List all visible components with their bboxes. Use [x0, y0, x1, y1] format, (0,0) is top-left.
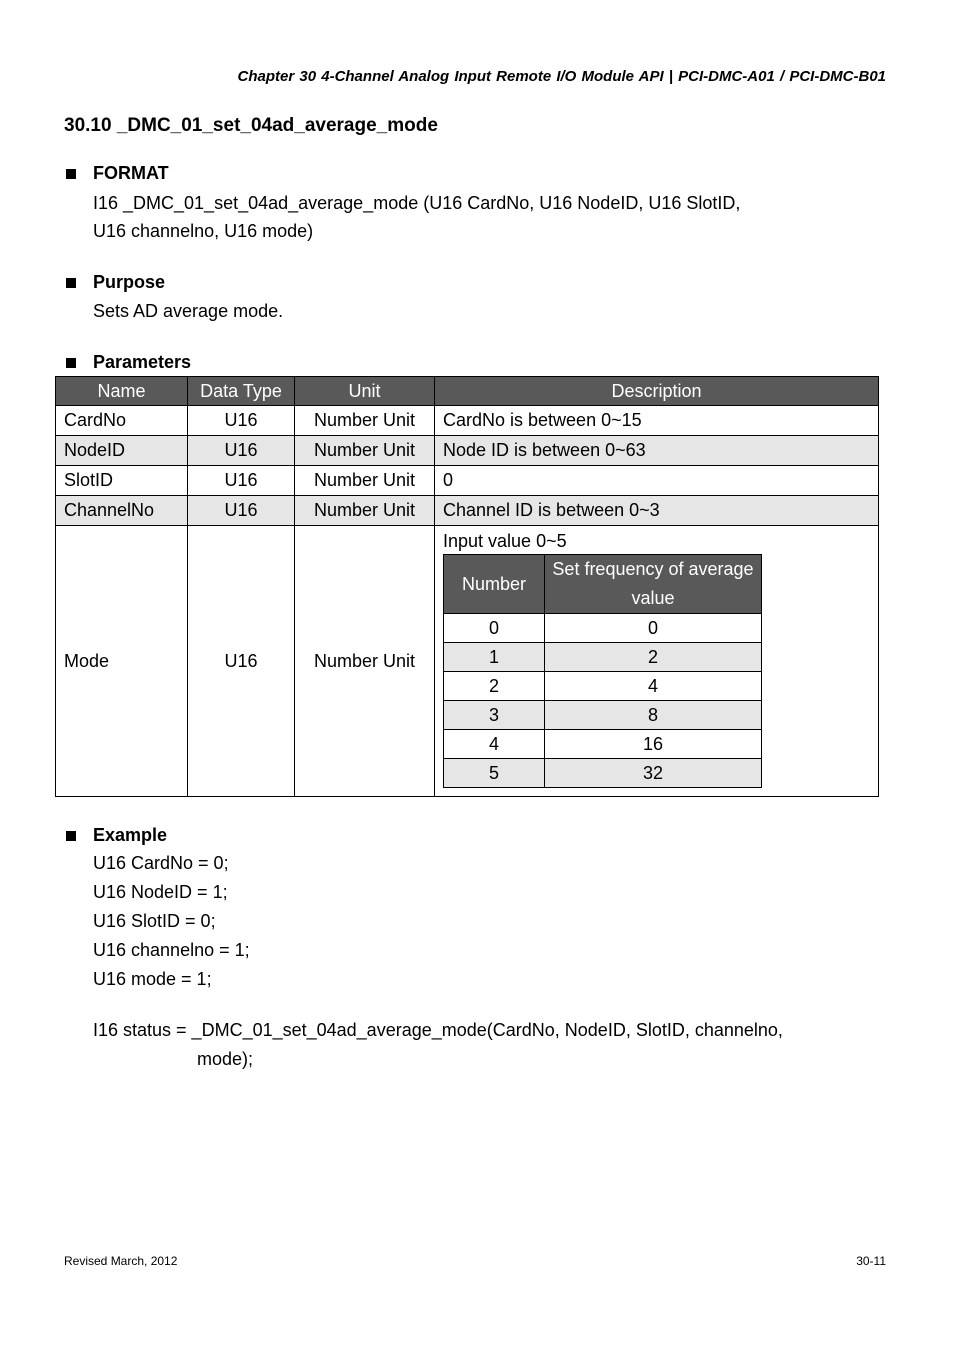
- inner-frequency: 2: [545, 643, 762, 672]
- inner-row: [444, 614, 762, 643]
- inner-header-frequency: Set frequency of average value: [545, 555, 762, 614]
- param-name: ChannelNo: [56, 496, 188, 526]
- column-header-name: Name: [56, 377, 188, 406]
- inner-frequency: 4: [545, 672, 762, 701]
- param-unit: Number Unit: [295, 466, 435, 496]
- mode-intro: Input value 0~5: [443, 531, 567, 551]
- column-header-unit: Unit: [295, 377, 435, 406]
- inner-number: 2: [444, 672, 545, 701]
- format-heading-label: FORMAT: [93, 163, 169, 183]
- example-call-continuation: mode);: [197, 1049, 254, 1069]
- purpose-heading-label: Purpose: [93, 272, 166, 292]
- parameters-table: [55, 376, 879, 797]
- example-heading-label: Example: [93, 825, 168, 845]
- column-header-description: Description: [435, 377, 879, 406]
- example-line: U16 mode = 1;: [93, 969, 212, 989]
- page-header: Chapter 30 4-Channel Analog Input Remote I/O Module API | PCI-DMC-A01 / PCI-DMC-B01: [237, 68, 886, 85]
- table-row: [56, 496, 879, 526]
- param-name: CardNo: [56, 406, 188, 436]
- example-line: U16 CardNo = 0;: [93, 853, 229, 873]
- param-type: U16: [188, 406, 295, 436]
- param-desc: 0: [435, 466, 879, 496]
- param-name: Mode: [56, 526, 188, 797]
- param-desc: Node ID is between 0~63: [435, 436, 879, 466]
- inner-row: [444, 759, 762, 788]
- example-heading: [66, 825, 167, 846]
- param-desc: CardNo is between 0~15: [435, 406, 879, 436]
- inner-row: [444, 672, 762, 701]
- param-unit: Number Unit: [295, 496, 435, 526]
- square-bullet-icon: [66, 831, 76, 841]
- inner-frequency: 0: [545, 614, 762, 643]
- inner-frequency: 32: [545, 759, 762, 788]
- purpose-heading: [66, 272, 165, 293]
- table-row-mode: [56, 526, 879, 797]
- inner-row: [444, 643, 762, 672]
- inner-number: 3: [444, 701, 545, 730]
- square-bullet-icon: [66, 169, 76, 179]
- param-unit: Number Unit: [295, 406, 435, 436]
- example-call-line: I16 status = _DMC_01_set_04ad_average_mode(CardNo, NodeID, SlotID, channelno,: [93, 1020, 783, 1040]
- param-desc-mode: [435, 526, 879, 797]
- param-unit: Number Unit: [295, 526, 435, 797]
- column-header-data-type: Data Type: [188, 377, 295, 406]
- inner-frequency: 8: [545, 701, 762, 730]
- example-line: U16 SlotID = 0;: [93, 911, 216, 931]
- page-number: 30-11: [856, 1254, 886, 1268]
- inner-header-number: Number: [444, 555, 545, 614]
- example-line: U16 channelno = 1;: [93, 940, 250, 960]
- param-name: SlotID: [56, 466, 188, 496]
- square-bullet-icon: [66, 358, 76, 368]
- example-line: U16 NodeID = 1;: [93, 882, 228, 902]
- format-line: I16 _DMC_01_set_04ad_average_mode (U16 CardNo, U16 NodeID, U16 SlotID,: [93, 193, 741, 213]
- parameters-heading-label: Parameters: [93, 352, 192, 372]
- inner-row: [444, 701, 762, 730]
- section-title: 30.10 _DMC_01_set_04ad_average_mode: [64, 115, 438, 136]
- inner-frequency: 16: [545, 730, 762, 759]
- param-name: NodeID: [56, 436, 188, 466]
- inner-number: 0: [444, 614, 545, 643]
- inner-number: 4: [444, 730, 545, 759]
- parameters-heading: [66, 352, 191, 373]
- inner-number: 5: [444, 759, 545, 788]
- square-bullet-icon: [66, 278, 76, 288]
- mode-values-table: [443, 554, 762, 788]
- format-line: U16 channelno, U16 mode): [93, 221, 314, 241]
- param-desc: Channel ID is between 0~3: [435, 496, 879, 526]
- param-type: U16: [188, 466, 295, 496]
- table-row: [56, 406, 879, 436]
- param-type: U16: [188, 526, 295, 797]
- inner-row: [444, 730, 762, 759]
- inner-number: 1: [444, 643, 545, 672]
- param-type: U16: [188, 496, 295, 526]
- table-row: [56, 436, 879, 466]
- table-row: [56, 466, 879, 496]
- purpose-text: Sets AD average mode.: [93, 301, 284, 321]
- format-heading: [66, 163, 169, 184]
- param-type: U16: [188, 436, 295, 466]
- inner-header-row: [444, 555, 762, 614]
- footer-revision: Revised March, 2012: [64, 1254, 178, 1268]
- param-unit: Number Unit: [295, 436, 435, 466]
- table-header-row: [56, 377, 879, 406]
